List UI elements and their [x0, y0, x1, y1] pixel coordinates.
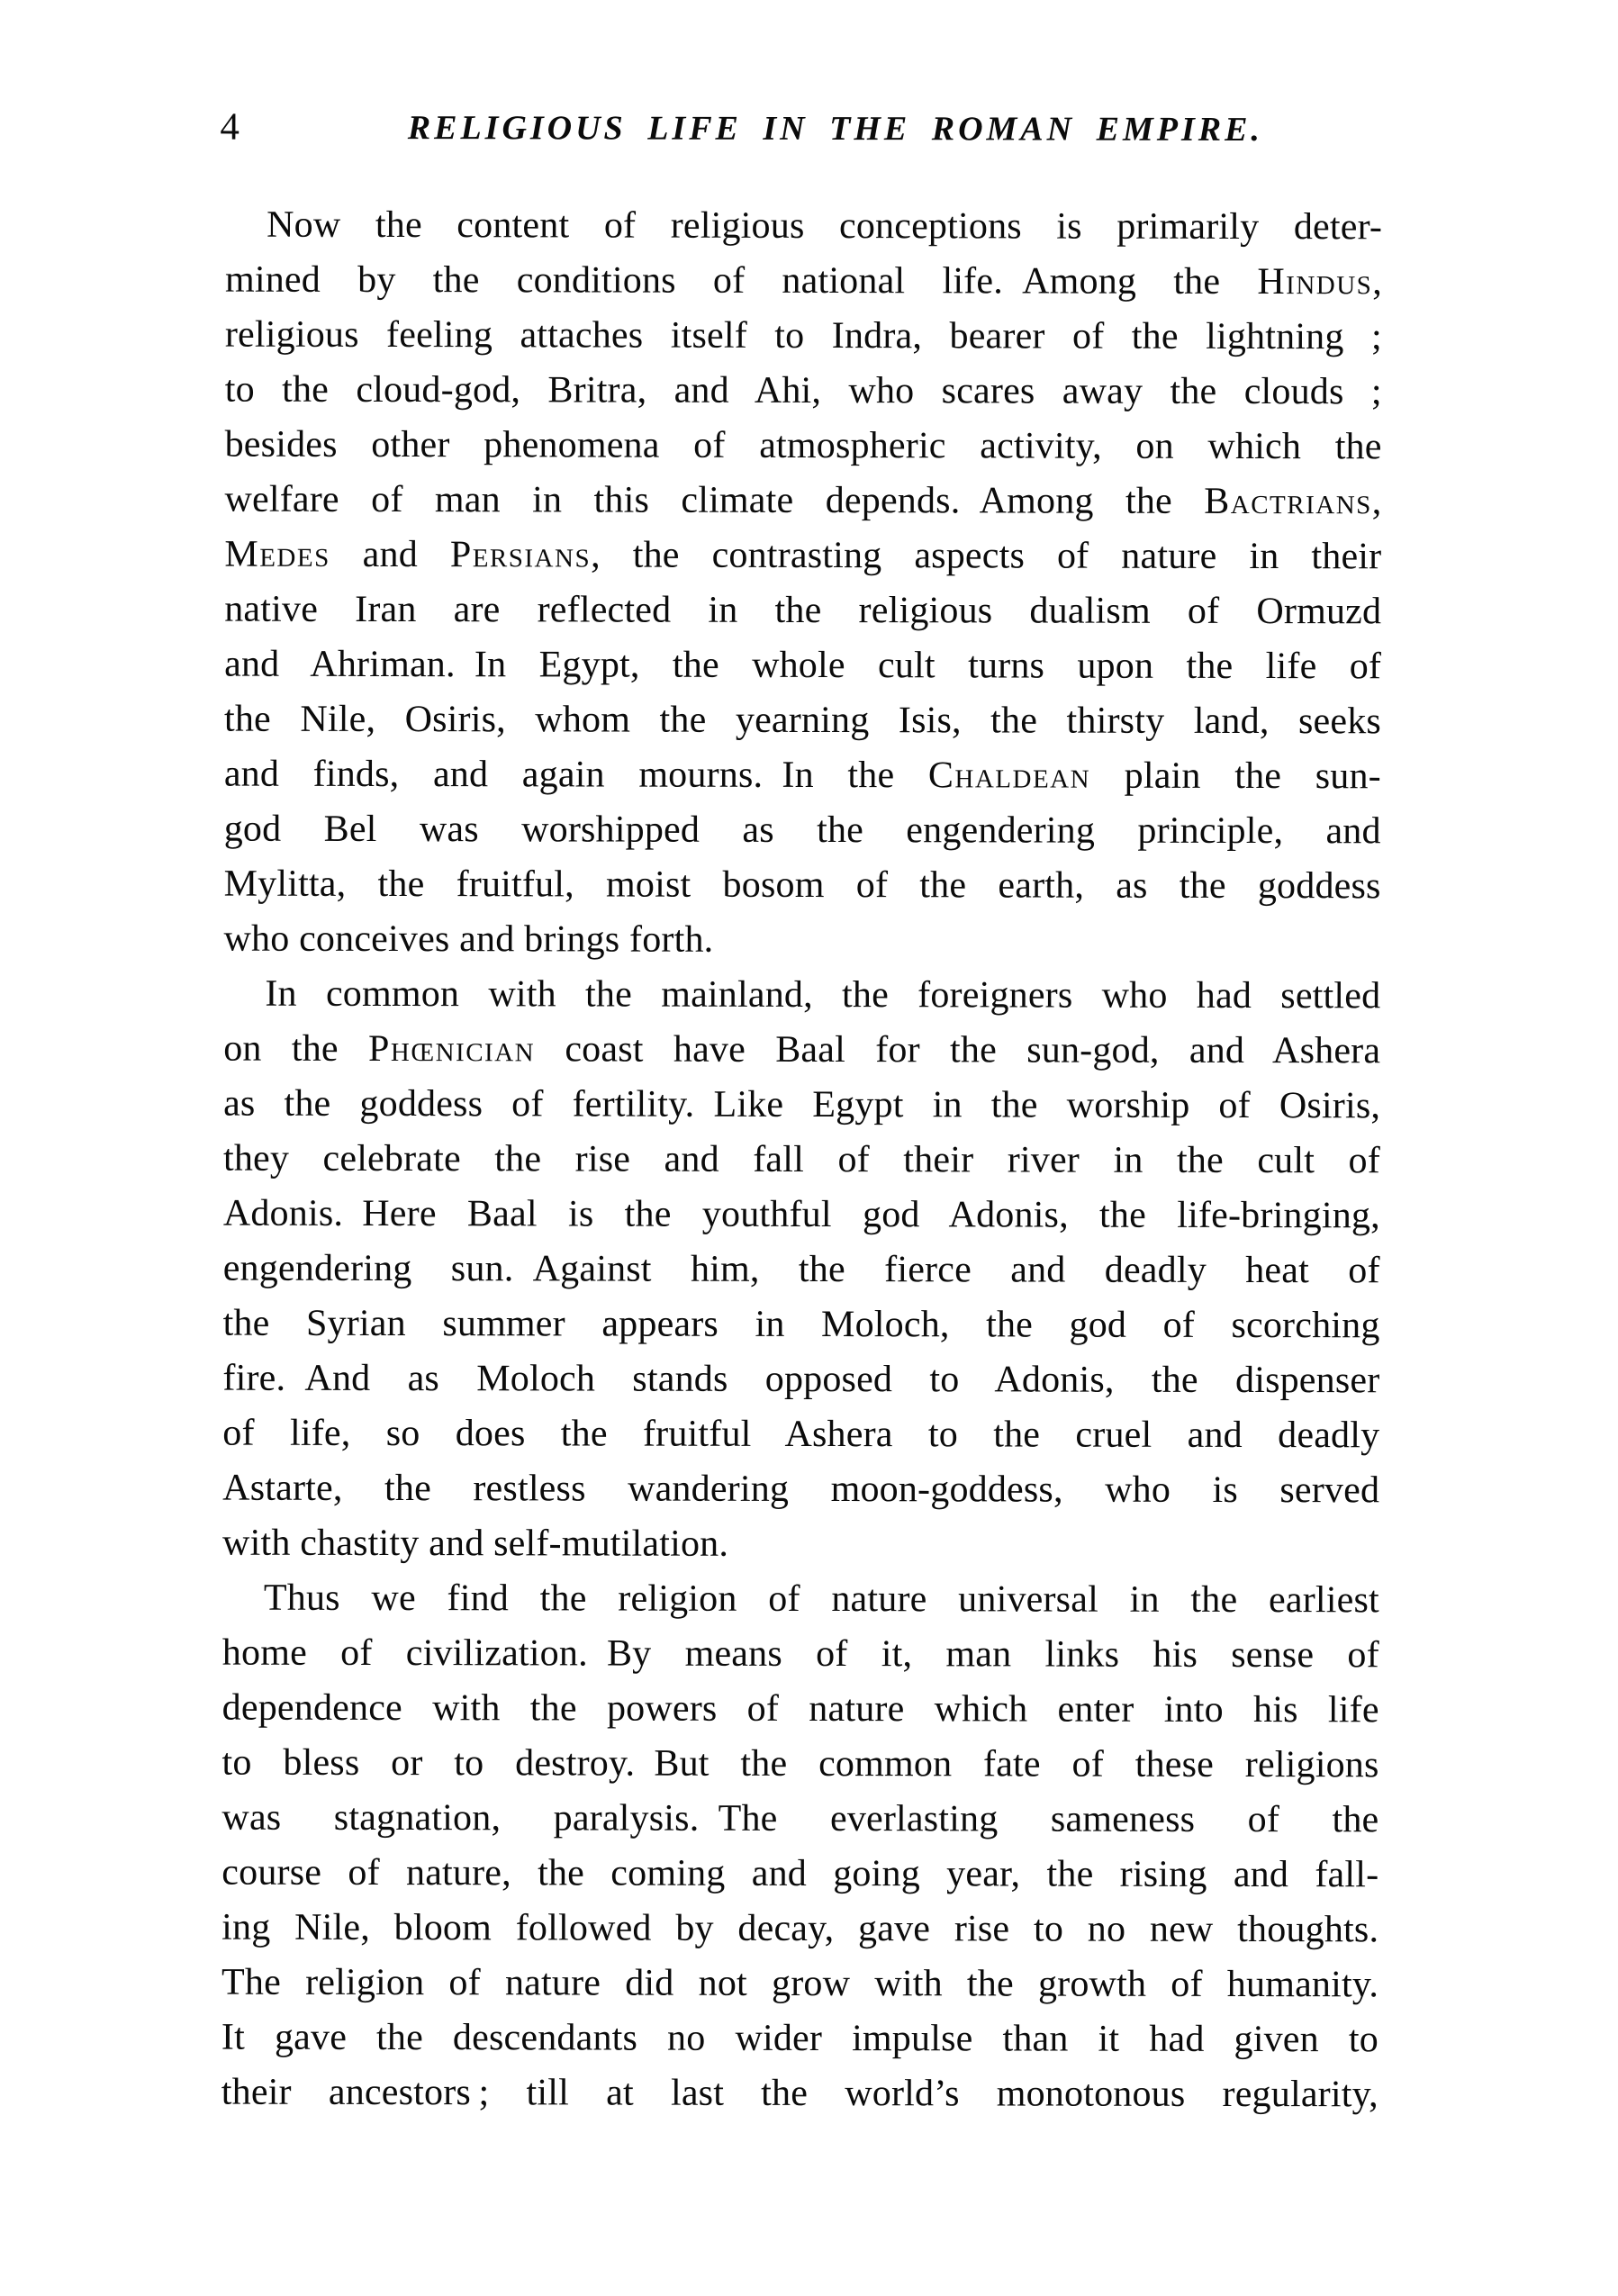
page-number: 4: [220, 105, 240, 149]
small-caps-word: Phœnician: [367, 1027, 536, 1071]
text-line: [222, 1461, 1379, 1519]
text-run: to the cloud-god, Britra, and Ahi, who scares away the clouds ;: [224, 368, 1382, 413]
text-line: [223, 1297, 1380, 1354]
running-head: [220, 105, 1382, 155]
text-line: [223, 1132, 1380, 1189]
page-body: [221, 198, 1382, 2123]
text-line: [222, 1626, 1379, 1684]
text-run: was stagnation, paralysis. The everlasting sameness of the: [221, 1796, 1379, 1841]
text-line: [225, 198, 1382, 256]
text-run: engendering sun. Against him, the fierce and deadly heat of: [222, 1247, 1380, 1292]
text-line: [221, 1956, 1378, 2013]
text-run: Mylitta, the fruitful, moist bosom of the earth, as the goddess: [223, 863, 1381, 908]
text-run: and Ahriman. In Egypt, the whole cult turns upon the life of: [224, 643, 1382, 688]
small-caps-word: Bactrians: [1204, 480, 1372, 523]
text-run: ing Nile, bloom followed by decay, gave rise to no new thoughts.: [221, 1906, 1379, 1951]
text-line: [224, 583, 1381, 640]
text-line: [224, 528, 1381, 585]
text-run: on the: [223, 1027, 369, 1070]
small-caps-word: Hindus: [1257, 261, 1373, 303]
text-run: mined by the conditions of national life. Among the: [224, 258, 1258, 303]
text-run: welfare of man in this climate depends. Among the: [224, 478, 1205, 522]
text-run: the Nile, Osiris, whom the yearning Isis, the thirsty land, seeks: [223, 698, 1382, 743]
text-run: as the goddess of fertility. Like Egypt in the worship of Osiris,: [223, 1082, 1381, 1127]
text-line: [225, 253, 1382, 311]
text-line: [221, 2065, 1378, 2123]
text-line: [222, 1516, 1379, 1574]
text-line: [225, 363, 1382, 420]
text-run: and finds, and again mourns. In the: [223, 753, 928, 797]
text-line: [223, 1022, 1380, 1080]
text-run: they celebrate the rise and fall of their river in the cult of: [222, 1137, 1381, 1182]
text-run: the Syrian summer appears in Moloch, the god of scorching: [222, 1302, 1380, 1347]
text-line: [222, 1681, 1379, 1739]
text-line: [222, 1571, 1379, 1629]
text-line: [224, 692, 1381, 750]
text-run: Thus we find the religion of nature universal in the earliest: [263, 1577, 1379, 1622]
text-line: [223, 1242, 1380, 1299]
text-line: [222, 1406, 1379, 1464]
text-line: [224, 637, 1381, 695]
text-run: fire. And as Moloch stands opposed to Adonis, the dispenser: [222, 1357, 1380, 1402]
text-run: who conceives and brings forth.: [223, 917, 714, 961]
text-line: [223, 912, 1380, 970]
text-run: plain the sun-: [1090, 755, 1381, 798]
text-run: religious feeling attaches itself to Indra, bearer of the lightning ;: [224, 313, 1382, 358]
text-line: [224, 473, 1381, 530]
text-run: course of nature, the coming and going year, the rising and fall-: [221, 1851, 1379, 1896]
text-line: [222, 1351, 1379, 1409]
text-run: , the contrasting aspects of nature in their: [591, 534, 1382, 578]
text-run: to bless or to destroy. But the common fate of these religions: [221, 1741, 1379, 1786]
text-run: Adonis. Here Baal is the youthful god Adonis, the life-bringing,: [222, 1192, 1380, 1237]
text-run: Now the content of religious conceptions is primarily deter-: [267, 203, 1383, 249]
text-line: [225, 418, 1382, 475]
text-line: [223, 967, 1380, 1025]
text-run: and: [330, 533, 450, 576]
running-title: RELIGIOUS LIFE IN THE ROMAN EMPIRE.: [407, 109, 1263, 149]
text-line: [221, 2011, 1378, 2068]
small-caps-word: Persians: [449, 534, 592, 576]
small-caps-word: Medes: [224, 533, 330, 575]
text-line: [222, 1736, 1379, 1794]
text-line: [221, 1791, 1378, 1849]
text-line: [221, 1901, 1378, 1958]
text-run: of life, so does the fruitful Ashera to the cruel and deadly: [222, 1412, 1380, 1457]
text-line: [221, 1846, 1378, 1903]
text-run: coast have Baal for the sun-god, and Ashera: [535, 1028, 1381, 1072]
text-run: native Iran are reflected in the religious dualism of Ormuzd: [224, 588, 1382, 633]
text-run: their ancestors ; till at last the world’s monotonous regularity,: [221, 2071, 1378, 2116]
text-run: with chastity and self-mutilation.: [222, 1522, 729, 1565]
text-line: [224, 802, 1381, 860]
text-run: home of civilization. By means of it, man links his sense of: [221, 1632, 1379, 1677]
text-line: [224, 857, 1381, 915]
text-run: In common with the mainland, the foreigners who had settled: [265, 972, 1381, 1017]
text-run: ,: [1371, 481, 1382, 523]
text-line: [223, 1187, 1380, 1244]
text-line: [223, 1077, 1380, 1134]
text-run: dependence with the powers of nature which enter into his life: [221, 1686, 1379, 1731]
text-line: [224, 747, 1381, 805]
text-line: [225, 308, 1382, 366]
text-run: It gave the descendants no wider impulse than it had given to: [221, 2016, 1378, 2061]
text-run: god Bel was worshipped as the engendering principle, and: [223, 808, 1381, 853]
text-run: Astarte, the restless wandering moon-goddess, who is served: [222, 1467, 1380, 1512]
text-run: besides other phenomena of atmospheric activity, on which the: [224, 423, 1382, 468]
small-caps-word: Chaldean: [927, 755, 1091, 797]
text-run: ,: [1372, 261, 1383, 303]
text-run: The religion of nature did not grow with the growth of humanity.: [221, 1961, 1379, 2006]
